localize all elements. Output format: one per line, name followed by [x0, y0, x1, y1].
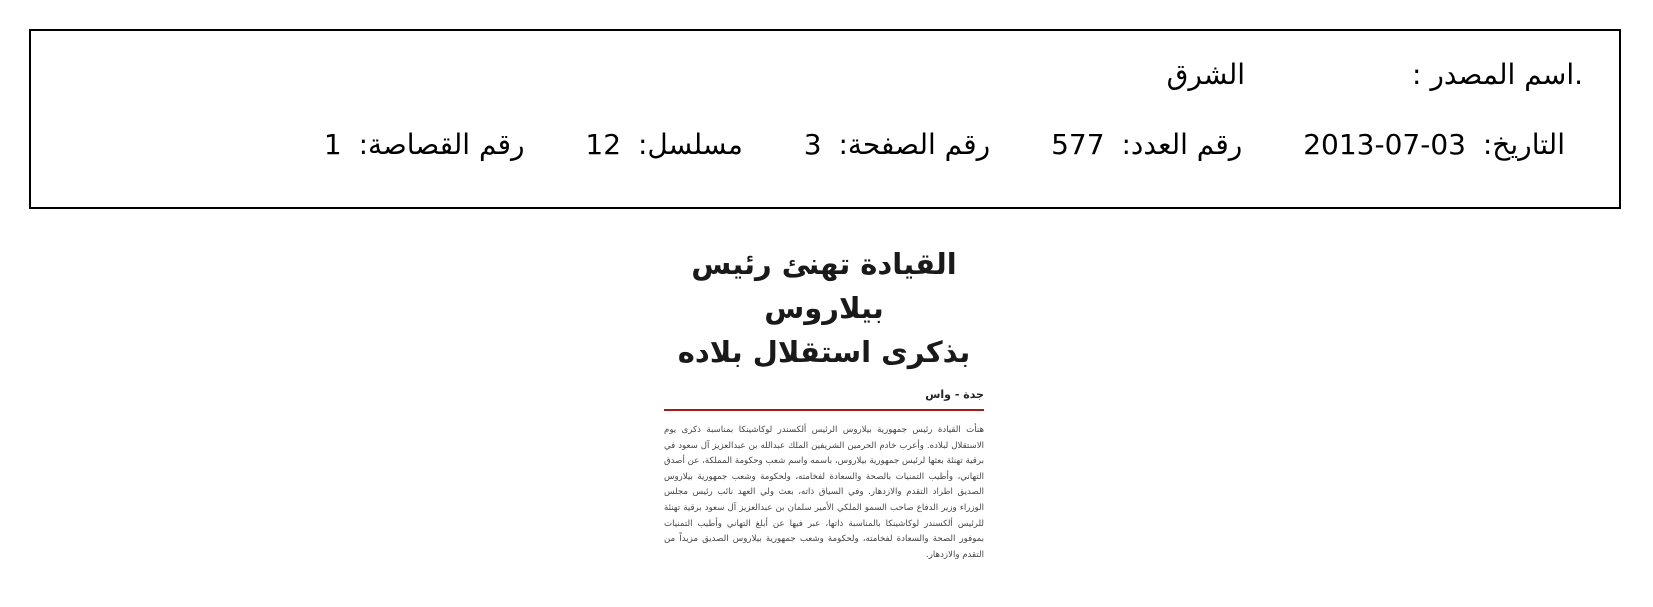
clip-label: رقم القصاصة: — [358, 128, 525, 161]
issue-field — [1051, 128, 1243, 161]
serial-value: 12 — [585, 128, 622, 161]
newspaper-clipping — [664, 242, 984, 563]
page-label: رقم الصفحة: — [838, 128, 991, 161]
article-byline: جدة - واس — [664, 388, 984, 411]
source-label: .اسم المصدر : — [1411, 58, 1583, 91]
headline-line-1: القيادة تهنئ رئيس بيلاروس — [691, 247, 957, 325]
issue-label: رقم العدد: — [1121, 128, 1243, 161]
source-line — [1166, 58, 1583, 91]
source-value: الشرق — [1166, 58, 1246, 91]
date-label: التاريخ: — [1482, 128, 1565, 161]
source-info-box — [29, 29, 1621, 209]
clip-field — [323, 128, 525, 161]
issue-value: 577 — [1051, 128, 1105, 161]
date-value: 2013-07-03 — [1303, 128, 1466, 161]
page-field — [803, 128, 991, 161]
metadata-line — [272, 128, 1565, 161]
clip-value: 1 — [323, 128, 342, 161]
page-value: 3 — [803, 128, 822, 161]
serial-label: مسلسل: — [637, 128, 743, 161]
date-field — [1303, 128, 1565, 161]
serial-field — [585, 128, 743, 161]
headline-line-2: بذكرى استقلال بلاده — [677, 335, 971, 369]
article-body: هنأت القيادة رئيس جمهورية بيلاروس الرئيس ألكسندر لوكاشينكا بمناسبة ذكرى يوم الاستقلال لبلاده. وأعرب خادم الحرمين الشريفين الملك عبدالله بن عبدالعزيز آل سعود في برقية تهنئة بعثها لرئيس جمهورية بيلاروس، باسمه واسم شعب وحكومة المملكة، عن أصدق التهاني، وأطيب التمنيات بالصحة والسعادة لفخامته، ولحكومة وشعب جمهورية بيلاروس الصديق اطراد التقدم والازدهار. وفي السياق ذاته، بعث ولي العهد نائب رئيس مجلس الوزراء وزير الدفاع صاحب السمو الملكي الأمير سلمان بن عبدالعزيز آل سعود برقية تهنئة للرئيس ألكسندر لوكاشينكا بالمناسبة ذاتها، عبر فيها عن أبلغ التهاني وأطيب التمنيات بموفور الصحة والسعادة لفخامته، ولحكومة وشعب جمهورية بيلاروس الصديق مزيداً من التقدم والازدهار. — [664, 425, 984, 560]
